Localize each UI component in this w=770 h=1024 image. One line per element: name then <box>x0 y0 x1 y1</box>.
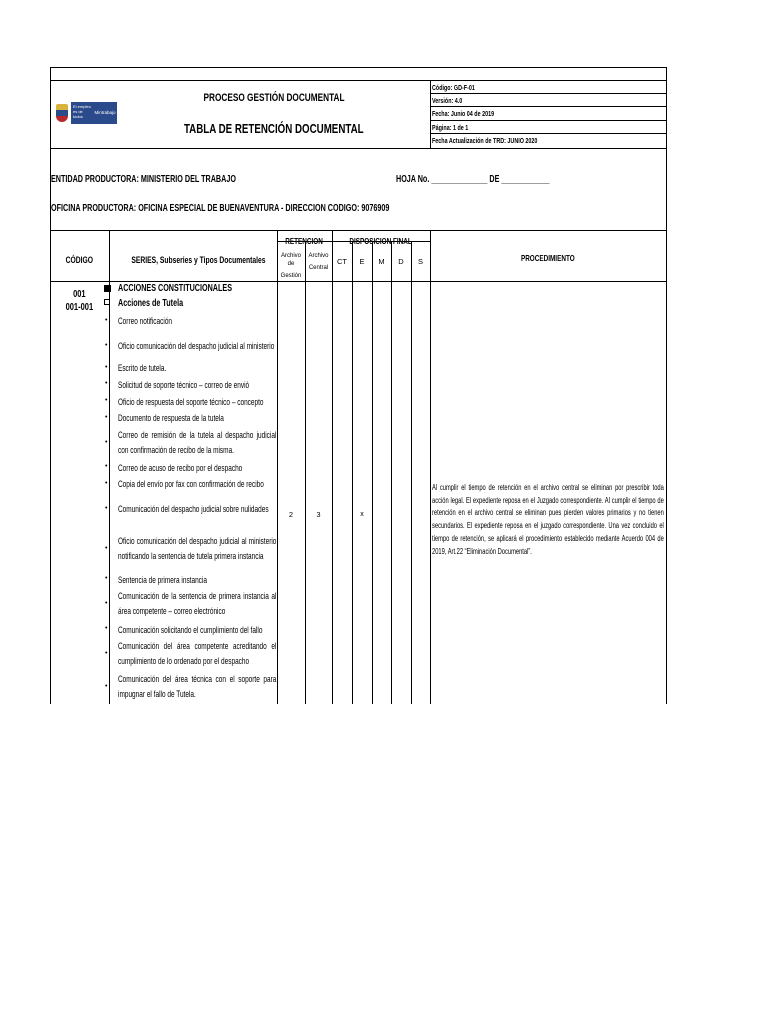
bullet-icon: • <box>105 505 108 512</box>
bullet-icon: • <box>105 575 108 582</box>
col-line <box>352 241 353 704</box>
bullet-icon: • <box>105 439 108 446</box>
document-item: Correo de remisión de la tutela al despacho judicial con confirmación de recibo de la misma. <box>118 430 277 455</box>
bullet-icon: • <box>105 397 108 404</box>
bullet-icon: • <box>105 683 108 690</box>
code-subseries: 001-001 <box>65 302 94 313</box>
frame-left <box>50 67 51 704</box>
col-line <box>411 241 412 704</box>
shield-icon <box>56 104 68 122</box>
col-m: M <box>378 257 385 266</box>
col-archivo-central <box>305 252 332 272</box>
col-line <box>305 241 306 704</box>
meta-code: Código: GD-F-01 <box>432 83 475 92</box>
header-bottom <box>50 148 666 149</box>
bullet-icon: • <box>105 650 108 657</box>
col-disposicion: DISPOSICION FINAL <box>349 236 413 246</box>
bullet-icon: • <box>105 364 108 371</box>
logo-ministry: Mintrabajo <box>93 102 117 124</box>
bullet-icon: • <box>105 463 108 470</box>
entity-productora: ENTIDAD PRODUCTORA: MINISTERIO DEL TRABAJO <box>51 174 236 185</box>
meta-line <box>430 133 666 134</box>
col-codigo: CÓDIGO <box>65 255 94 265</box>
document-item: Comunicación del despacho judicial sobre nulidades <box>118 504 269 514</box>
document-item: Comunicación solicitando el cumplimiento del fallo <box>118 625 263 635</box>
meta-line <box>430 93 666 94</box>
col-line <box>372 241 373 704</box>
disposition-mark: x <box>360 511 364 518</box>
meta-version: Versión: 4.0 <box>432 96 463 105</box>
meta-divider <box>430 80 431 148</box>
meta-date: Fecha: Junio 04 de 2019 <box>432 109 495 118</box>
series-square-icon <box>104 285 111 292</box>
col-retencion: RETENCION <box>285 236 324 246</box>
document-item: Comunicación de la sentencia de primera instancia al área competente – correo electrónico <box>118 591 277 616</box>
document-item: Comunicación del área técnica con el soporte para impugnar el fallo de Tutela. <box>118 674 277 699</box>
col-line <box>332 230 333 704</box>
logo-text-2: es de todos <box>73 109 83 119</box>
series-name: ACCIONES CONSTITUCIONALES <box>118 283 233 294</box>
meta-update: Fecha Actualización de TRD: JUNIO 2020 <box>432 136 538 145</box>
frame-header-top <box>50 80 666 81</box>
document-item: Escrito de tutela. <box>118 363 167 373</box>
bullet-icon: • <box>105 480 108 487</box>
col-line <box>277 230 278 704</box>
subseries-square-icon <box>104 299 110 305</box>
col-line <box>430 230 431 704</box>
document-item: Oficio comunicación del despacho judicial al ministerio <box>118 341 275 351</box>
bullet-icon: • <box>105 414 108 421</box>
logo-text-1: El empleo <box>73 104 91 109</box>
col-s: S <box>417 257 423 266</box>
document-item: Correo de acuso de recibo por el despacho <box>118 463 243 473</box>
meta-line <box>430 106 666 107</box>
document-item: Copia del envío por fax con confirmación de recibo <box>118 479 264 489</box>
oficina-productora: OFICINA PRODUCTORA: OFICINA ESPECIAL DE BUENAVENTURA - DIRECCION CODIGO: 9076909 <box>51 203 390 214</box>
bullet-icon: • <box>105 625 108 632</box>
document-item: Solicitud de soporte técnico – correo de envió <box>118 380 250 390</box>
document-item: Oficio de respuesta del soporte técnico – concepto <box>118 397 264 407</box>
code-series: 001 <box>73 289 86 300</box>
table-header-bottom <box>50 281 666 282</box>
bullet-icon: • <box>105 545 108 552</box>
col-procedimiento: PROCEDIMIENTO <box>521 253 575 263</box>
col-line <box>391 241 392 704</box>
document-item: Correo notificación <box>118 316 173 326</box>
col-archivo-central-2: Central <box>308 265 329 271</box>
bullet-icon: • <box>105 342 108 349</box>
col-series: SERIES, Subseries y Tipos Documentales <box>131 255 266 265</box>
hoja-number: HOJA No. ______________ DE ____________ <box>396 174 550 185</box>
document-item: Documento de respuesta de la tutela <box>118 413 224 423</box>
frame-top <box>50 67 666 68</box>
col-e: E <box>359 257 365 266</box>
retention-gestion: 2 <box>288 510 294 519</box>
retention-central: 3 <box>316 510 321 519</box>
col-archivo-gestion-2: Gestión <box>280 273 302 279</box>
col-archivo-gestion <box>277 252 305 280</box>
bullet-icon: • <box>105 380 108 387</box>
subseries-name: Acciones de Tutela <box>118 298 184 309</box>
meta-page: Página: 1 de 1 <box>432 123 469 132</box>
document-title: TABLA DE RETENCIÓN DOCUMENTAL <box>184 121 364 136</box>
procedure-text: Al cumplir el tiempo de retención en el archivo central se eliminan por prescribir toda acción legal. El expediente reposa en el Juzgado correspondiente. Al cumplir el tiempo de retención en el archivo central se eliminan pues pierden valores primarios y no tienen secundarios. El expediente reposa en el juzgado correspondiente. Una vez concluido el tiempo de retención, se aplicará el procedimiento establecido mediante Acuerdo 004 de 2019, Art.22 “Eliminación Documental”. <box>432 483 664 556</box>
document-item: Comunicación del área competente acreditando el cumplimiento de lo ordenado por el despacho <box>118 641 277 666</box>
meta-line <box>430 120 666 121</box>
frame-right <box>666 67 667 704</box>
bullet-icon: • <box>105 600 108 607</box>
col-d: D <box>398 257 404 266</box>
logo <box>56 102 118 124</box>
bullet-icon: • <box>105 317 108 324</box>
document-item: Sentencia de primera instancia <box>118 575 207 585</box>
col-ct: CT <box>337 257 347 266</box>
process-title: PROCESO GESTIÓN DOCUMENTAL <box>203 92 345 104</box>
col-archivo-central-1: Archivo <box>308 253 329 259</box>
document-item: Oficio comunicación del despacho judicial al ministerio notificando la sentencia de tutela primera instancia <box>118 536 277 561</box>
col-archivo-gestion-1: Archivo de <box>280 253 301 267</box>
